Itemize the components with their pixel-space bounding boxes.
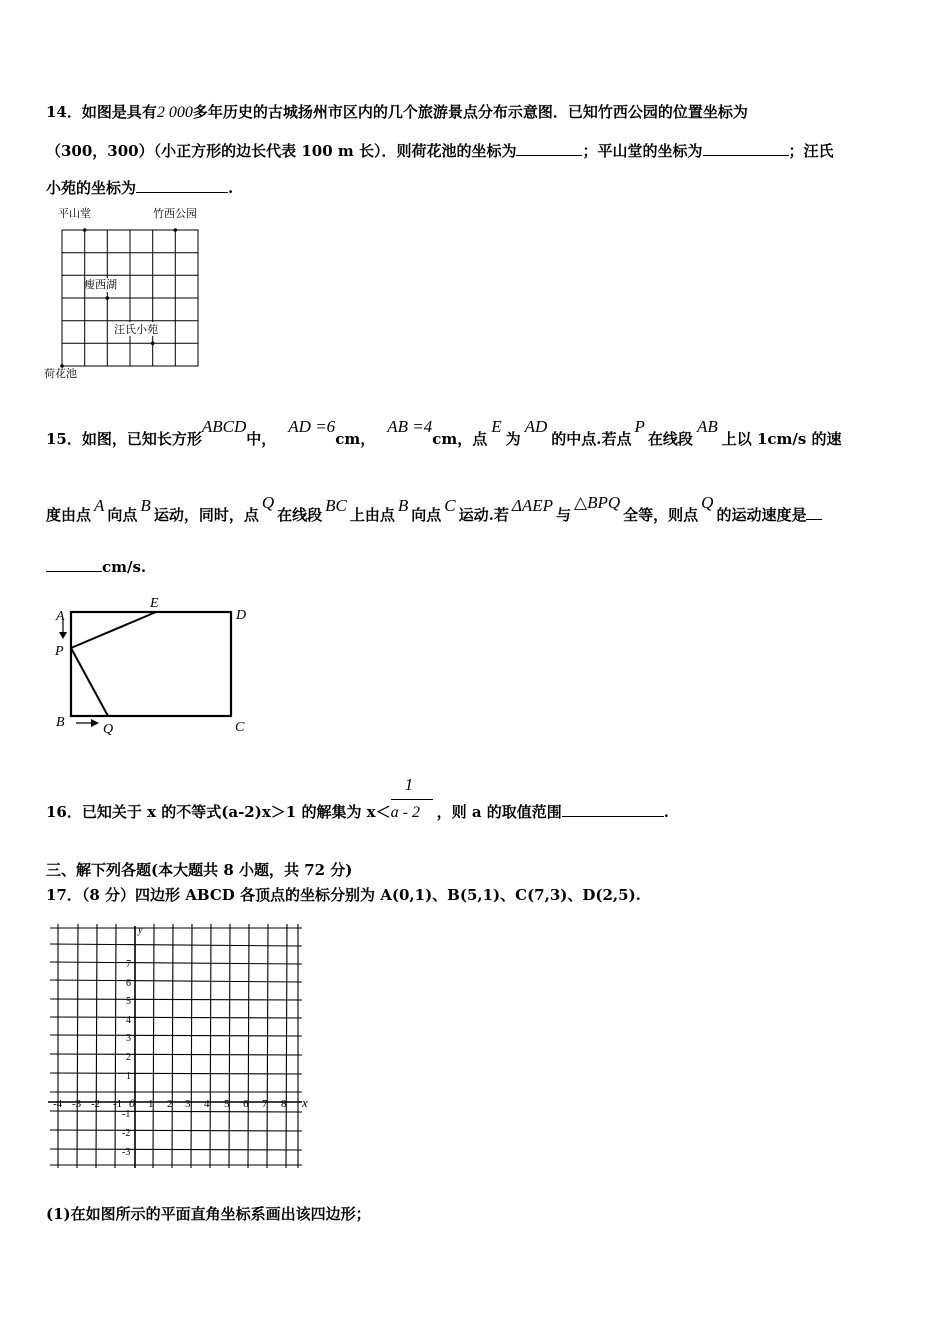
x-tick-7: 7 xyxy=(262,1098,268,1110)
q16-fraction-bar xyxy=(391,799,433,800)
q17-stem: 17．（8 分）四边形 ABCD 各顶点的坐标分别为 A(0,1)、B(5,1)、C(7,3)、D(2,5). xyxy=(46,886,641,904)
x-tick-5: 5 xyxy=(224,1098,230,1110)
q15-label-p: P xyxy=(55,644,64,659)
q17-x-tick-labels xyxy=(53,1098,287,1110)
y-tick-4: 4 xyxy=(126,1015,131,1026)
x-tick-2: 2 xyxy=(167,1098,173,1110)
q14-map-figure xyxy=(40,200,220,390)
x-tick-6: 6 xyxy=(243,1098,249,1110)
q15-line2: 度由点 A 向点 B 运动，同时，点Q在线段 BC 上由点 B 向点 C 运动.若 ΔAEP 与△BPQ全等，则点Q的运动速度是 xyxy=(46,495,822,535)
q14-label-hehuachi: 荷花池 xyxy=(44,368,77,380)
q15-line1: 15．如图，已知长方形ABCD中，AD =6cm，AB =4cm，点E为AD的中点.若点P在线段AB上以 1cm/s 的速 xyxy=(46,417,842,448)
q15-rectangle-abcd xyxy=(71,612,231,716)
x-tick-1: 1 xyxy=(148,1098,154,1110)
q15-segment-pe xyxy=(71,612,156,648)
q15-number: 15． xyxy=(46,430,82,448)
y-tick-neg2: -2 xyxy=(122,1128,131,1139)
q14-line1: 14．如图是具有2 000多年历史的古城扬州市区内的几个旅游景点分布示意图．已知竹西公园的位置坐标为 xyxy=(46,103,748,121)
q14-label-wangshixiaoyuan: 汪氏小苑 xyxy=(114,324,158,336)
q15-segment-pq xyxy=(71,648,108,716)
q14-label-pingshantang: 平山堂 xyxy=(58,208,91,220)
y-tick-6: 6 xyxy=(126,978,131,989)
x-tick-8: 8 xyxy=(281,1098,287,1110)
y-tick-neg1: -1 xyxy=(122,1109,131,1120)
q14-point-wangshixiaoyuan xyxy=(151,342,155,346)
q15-label-a: A xyxy=(56,609,65,624)
q16-fraction xyxy=(390,775,433,822)
q14-map-grid xyxy=(62,230,198,366)
q17-number: 17． xyxy=(46,886,82,904)
q16-line: 16．已知关于 x 的不等式(a-2)x＞1 的解集为 x＜ $\frac{1}{a - 2}$ ，则 a 的取值范围 . xyxy=(46,775,670,821)
q16-answer-blank[interactable] xyxy=(562,802,664,817)
x-tick-neg3: -3 xyxy=(72,1098,82,1110)
q14-point-zhuxigongyuan xyxy=(174,228,178,232)
q15-label-e: E xyxy=(150,596,159,611)
q14-label-shouxihu: 瘦西湖 xyxy=(84,279,117,291)
q17-x-axis-label: x xyxy=(302,1095,308,1110)
q15-label-c: C xyxy=(235,720,245,735)
q15-label-q: Q xyxy=(103,722,114,737)
q14-year: 2 000 xyxy=(156,104,193,121)
q15-line3: cm/s. xyxy=(46,557,146,576)
x-tick-neg4: -4 xyxy=(53,1098,63,1110)
y-tick-1: 1 xyxy=(126,1071,131,1082)
q16-fraction-denominator: a - 2 xyxy=(390,804,420,821)
q15-rectangle-figure xyxy=(46,592,266,742)
q17-coordinate-grid xyxy=(40,920,320,1175)
x-tick-neg1: -1 xyxy=(113,1098,123,1110)
y-tick-2: 2 xyxy=(126,1052,131,1063)
q15-answer-blank-part1[interactable] xyxy=(806,505,822,520)
section-3-title: 三、解下列各题(本大题共 8 小题，共 72 分) xyxy=(46,861,353,879)
y-tick-neg3: -3 xyxy=(122,1147,131,1158)
q14-point-shouxihu xyxy=(106,296,110,300)
q16-number: 16． xyxy=(46,803,82,821)
q17-y-axis-label: y xyxy=(138,925,143,936)
q15-answer-blank-part2[interactable] xyxy=(46,557,102,572)
x-tick-4: 4 xyxy=(204,1098,210,1110)
y-tick-3: 3 xyxy=(126,1033,131,1044)
q14-label-zhuxigongyuan: 竹西公园 xyxy=(153,208,197,220)
q14-number: 14． xyxy=(46,103,82,121)
q14-answer-blank-wangshi[interactable] xyxy=(136,178,228,193)
q14-line2: （300，300）（小正方形的边长代表 100 m 长）．则荷花池的坐标为 ；平山堂的坐标为 ；汪氏 xyxy=(46,142,834,160)
q15-label-b: B xyxy=(56,715,65,730)
q16-fraction-numerator: 1 xyxy=(404,775,414,794)
x-tick-neg2: -2 xyxy=(91,1098,101,1110)
q14-answer-blank-hehuachi[interactable] xyxy=(516,141,582,156)
q17-origin-label: 0 xyxy=(129,1096,135,1110)
y-tick-5: 5 xyxy=(126,996,131,1007)
q15-label-d: D xyxy=(236,608,247,623)
q14-line3: 小苑的坐标为 . xyxy=(46,179,234,197)
q14-answer-blank-pingshantang[interactable] xyxy=(703,141,789,156)
x-tick-3: 3 xyxy=(185,1098,191,1110)
q17-part1: (1)在如图所示的平面直角坐标系画出该四边形； xyxy=(46,1205,371,1223)
q14-point-pingshantang xyxy=(83,228,87,232)
y-tick-7: 7 xyxy=(126,959,131,970)
